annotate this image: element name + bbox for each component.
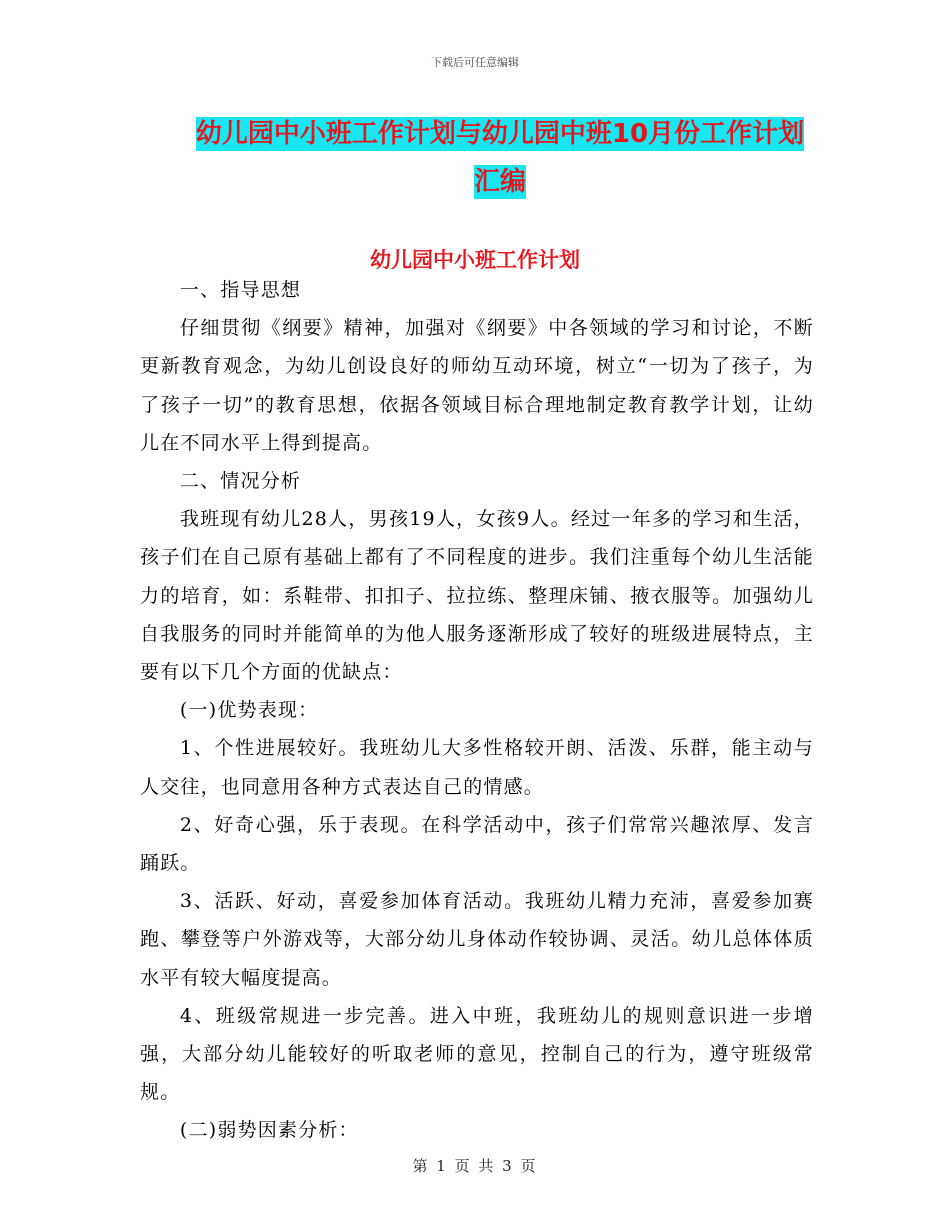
document-title	[185, 110, 815, 206]
paragraph-strength-2: 2、好奇心强，乐于表现。在科学活动中，孩子们常常兴趣浓厚、发言踊跃。	[140, 813, 814, 875]
paragraph-situation-analysis: 我班现有幼儿28人，男孩19人，女孩9人。经过一年多的学习和生活，孩子们在自己原有基础上都有了不同程度的进步。我们注重每个幼儿生活能力的培育，如：系鞋带、扣扣子、拉拉练、整理床铺、掖衣服等。加强幼儿自我服务的同时并能简单的为他人服务逐渐形成了较好的班级进展特点，主要有以下几个方面的优缺点：	[140, 508, 814, 684]
heading-situation-analysis: 二、情况分析	[179, 470, 302, 493]
paragraph-guiding-thought: 仔细贯彻《纲要》精神，加强对《纲要》中各领域的学习和讨论，不断更新教育观念，为幼儿创设良好的师幼互动环境，树立“一切为了孩子，为了孩子一切”的教育思想，依据各领域目标合理地制定教育教学计划，让幼儿在不同水平上得到提高。	[140, 317, 814, 454]
document-title-text: 幼儿园中小班工作计划与幼儿园中班10月份工作计划汇编	[195, 119, 805, 197]
paragraph-strength-3: 3、活跃、好动，喜爱参加体育活动。我班幼儿精力充沛，喜爱参加赛跑、攀登等户外游戏等，大部分幼儿身体动作较协调、灵活。幼儿总体体质水平有较大幅度提高。	[140, 890, 814, 989]
heading-guiding-thought: 一、指导思想	[179, 279, 302, 301]
paragraph-strength-1: 1、个性进展较好。我班幼儿大多性格较开朗、活泼、乐群，能主动与人交往，也同意用各种方式表达自己的情感。	[140, 737, 814, 798]
header-note: 下载后可任意编辑	[431, 56, 519, 69]
subheading-weaknesses: (二)弱势因素分析：	[179, 1119, 359, 1142]
section-title: 幼儿园中小班工作计划	[370, 248, 580, 272]
page-footer: 第 1 页 共 3 页	[412, 1157, 538, 1175]
document-body	[140, 271, 814, 1150]
paragraph-strength-4: 4、班级常规进一步完善。进入中班，我班幼儿的规则意识进一步增强，大部分幼儿能较好的听取老师的意见，控制自己的行为，遵守班级常规。	[140, 1004, 814, 1104]
subheading-strengths: (一)优势表现：	[179, 699, 319, 722]
